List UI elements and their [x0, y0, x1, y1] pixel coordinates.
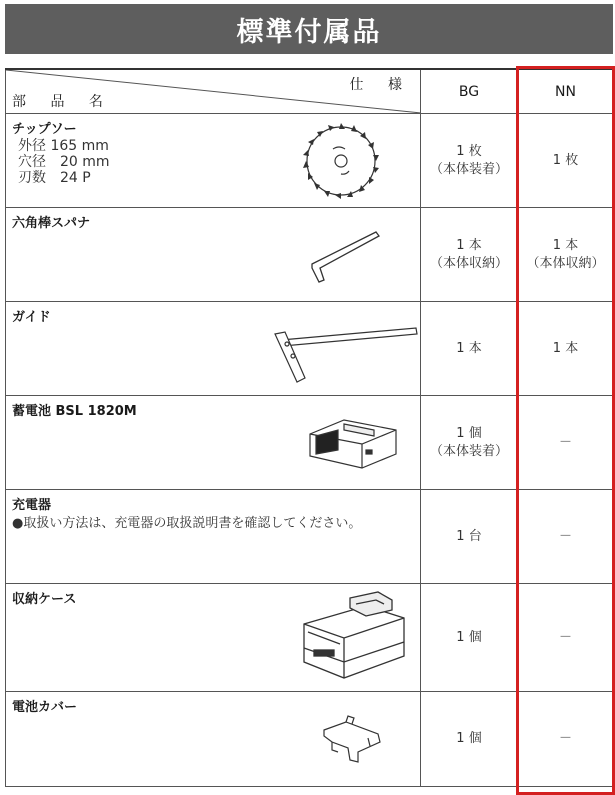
- part-cell: [6, 584, 421, 692]
- bg-value: 1 台: [421, 490, 518, 584]
- nn-value: －: [518, 584, 614, 692]
- nn-value: －: [518, 490, 614, 584]
- carrying-case-icon: [296, 588, 411, 684]
- part-name: 蓄電池 BSL 1820M: [12, 404, 137, 419]
- part-cell: [6, 208, 421, 302]
- battery-icon: [304, 412, 404, 472]
- spec-header-label: 仕 様: [349, 77, 412, 93]
- header-part-spec-cell: [6, 69, 421, 114]
- part-cell: [6, 692, 421, 787]
- bg-value: 1 本: [421, 302, 518, 396]
- part-name: 収納ケース: [12, 592, 77, 607]
- nn-value: －: [518, 692, 614, 787]
- header-nn: NN: [518, 69, 614, 114]
- nn-value: 1 枚: [518, 114, 614, 208]
- header-bg: BG: [421, 69, 518, 114]
- nn-value: －: [518, 396, 614, 490]
- battery-cover-icon: [318, 712, 388, 768]
- guide-icon: [271, 320, 421, 390]
- table-row: [6, 692, 614, 787]
- saw-blade-icon: [299, 119, 383, 203]
- part-cell: [6, 114, 421, 208]
- table-row: [6, 114, 614, 208]
- nn-value: 1 本: [518, 302, 614, 396]
- part-name: ガイド: [12, 310, 51, 325]
- part-cell: [6, 396, 421, 490]
- bg-value: 1 個: [421, 584, 518, 692]
- table-row: [6, 396, 614, 490]
- bg-value: 1 枚 （本体装着）: [421, 114, 518, 208]
- table-row: [6, 208, 614, 302]
- part-name: 六角棒スパナ: [12, 216, 91, 231]
- table-row: [6, 302, 614, 396]
- bg-value: 1 個 （本体装着）: [421, 396, 518, 490]
- nn-value: 1 本 （本体収納）: [518, 208, 614, 302]
- charger-note: ●取扱い方法は、充電器の取扱説明書を確認してください。: [12, 516, 362, 531]
- table-header-row: [6, 69, 614, 114]
- hex-wrench-icon: [306, 228, 386, 288]
- part-cell: [6, 490, 421, 584]
- accessory-table: [5, 68, 614, 787]
- table-row: [6, 584, 614, 692]
- bg-value: 1 個: [421, 692, 518, 787]
- table-row: [6, 490, 614, 584]
- page-title: 標準付属品: [5, 4, 613, 54]
- part-name-header-label: 部 品 名: [12, 94, 113, 110]
- part-cell: [6, 302, 421, 396]
- part-name: チップソー: [12, 122, 77, 137]
- part-specs: 外径 165 mm 穴径 20 mm 刃数 24 P: [18, 138, 110, 186]
- part-name: 充電器: [12, 498, 52, 513]
- bg-value: 1 本 （本体収納）: [421, 208, 518, 302]
- part-name: 電池カバー: [12, 700, 78, 715]
